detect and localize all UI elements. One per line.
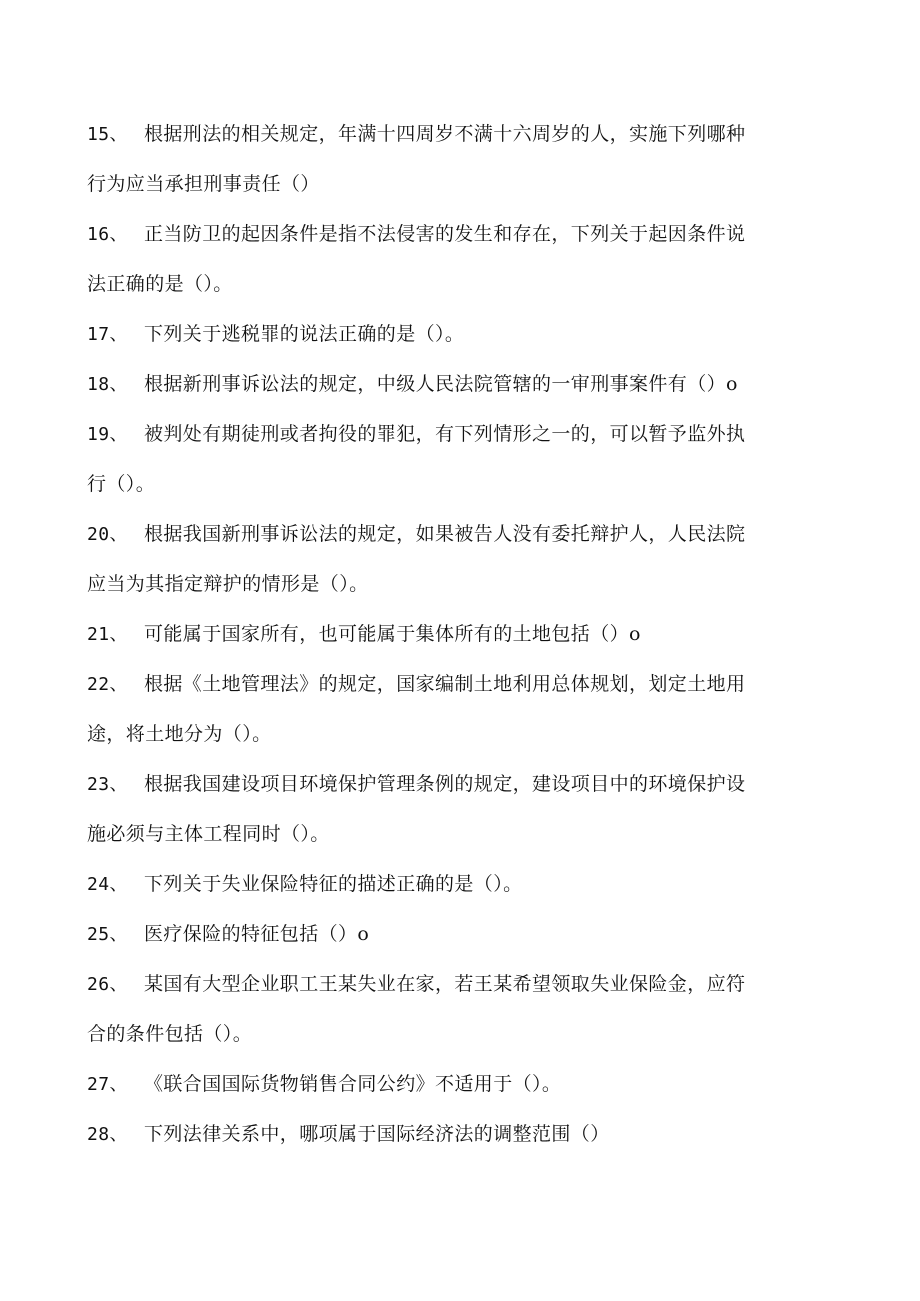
question-text: 医疗保险的特征包括（）o	[144, 923, 370, 945]
question-number: 15、	[87, 124, 128, 145]
question-text-continued: 合的条件包括（）。	[87, 1023, 253, 1045]
question-15	[87, 109, 827, 209]
question-number: 19、	[87, 424, 128, 445]
question-text: 下列关于逃税罪的说法正确的是（）。	[144, 323, 465, 345]
question-number: 27、	[87, 1074, 128, 1095]
question-26	[87, 959, 827, 1059]
question-text-continued: 行（）。	[87, 473, 156, 495]
question-number: 17、	[87, 324, 128, 345]
question-17	[87, 309, 827, 359]
question-text: 下列关于失业保险特征的描述正确的是（）。	[144, 873, 523, 895]
question-21	[87, 609, 827, 659]
question-text: 下列法律关系中，哪项属于国际经济法的调整范围（）	[144, 1123, 610, 1145]
question-18	[87, 359, 827, 409]
question-text-continued: 应当为其指定辩护的情形是（）。	[87, 573, 369, 595]
question-text: 可能属于国家所有，也可能属于集体所有的土地包括（）o	[144, 623, 641, 645]
question-number: 18、	[87, 374, 128, 395]
question-23	[87, 759, 827, 859]
question-24	[87, 859, 827, 909]
question-text: 根据刑法的相关规定，年满十四周岁不满十六周岁的人，实施下列哪种	[144, 123, 746, 145]
question-number: 20、	[87, 524, 128, 545]
question-number: 24、	[87, 874, 128, 895]
question-text: 根据《土地管理法》的规定，国家编制土地利用总体规划，划定土地用	[144, 673, 746, 695]
question-text: 根据我国新刑事诉讼法的规定，如果被告人没有委托辩护人，人民法院	[144, 523, 746, 545]
question-number: 21、	[87, 624, 128, 645]
question-text-continued: 途，将土地分为（）。	[87, 723, 272, 745]
question-number: 23、	[87, 774, 128, 795]
question-16	[87, 209, 827, 309]
question-number: 28、	[87, 1124, 128, 1145]
question-text: 根据我国建设项目环境保护管理条例的规定，建设项目中的环境保护设	[144, 773, 746, 795]
question-text: 某国有大型企业职工王某失业在家，若王某希望领取失业保险金，应符	[144, 973, 746, 995]
question-number: 22、	[87, 674, 128, 695]
question-19	[87, 409, 827, 509]
question-28	[87, 1109, 827, 1159]
question-text-continued: 行为应当承担刑事责任（）	[87, 173, 320, 195]
question-number: 16、	[87, 224, 128, 245]
question-text: 被判处有期徒刑或者拘役的罪犯，有下列情形之一的，可以暂予监外执	[144, 423, 746, 445]
question-number: 26、	[87, 974, 128, 995]
question-number: 25、	[87, 924, 128, 945]
question-text-continued: 法正确的是（）。	[87, 273, 233, 295]
question-text: 根据新刑事诉讼法的规定，中级人民法院管辖的一审刑事案件有（）o	[144, 373, 738, 395]
question-20	[87, 509, 827, 609]
question-text: 《联合国国际货物销售合同公约》不适用于（）。	[144, 1073, 562, 1095]
question-25	[87, 909, 827, 959]
question-text: 正当防卫的起因条件是指不法侵害的发生和存在，下列关于起因条件说	[144, 223, 746, 245]
question-27	[87, 1059, 827, 1109]
question-text-continued: 施必须与主体工程同时（）。	[87, 823, 330, 845]
question-22	[87, 659, 827, 759]
